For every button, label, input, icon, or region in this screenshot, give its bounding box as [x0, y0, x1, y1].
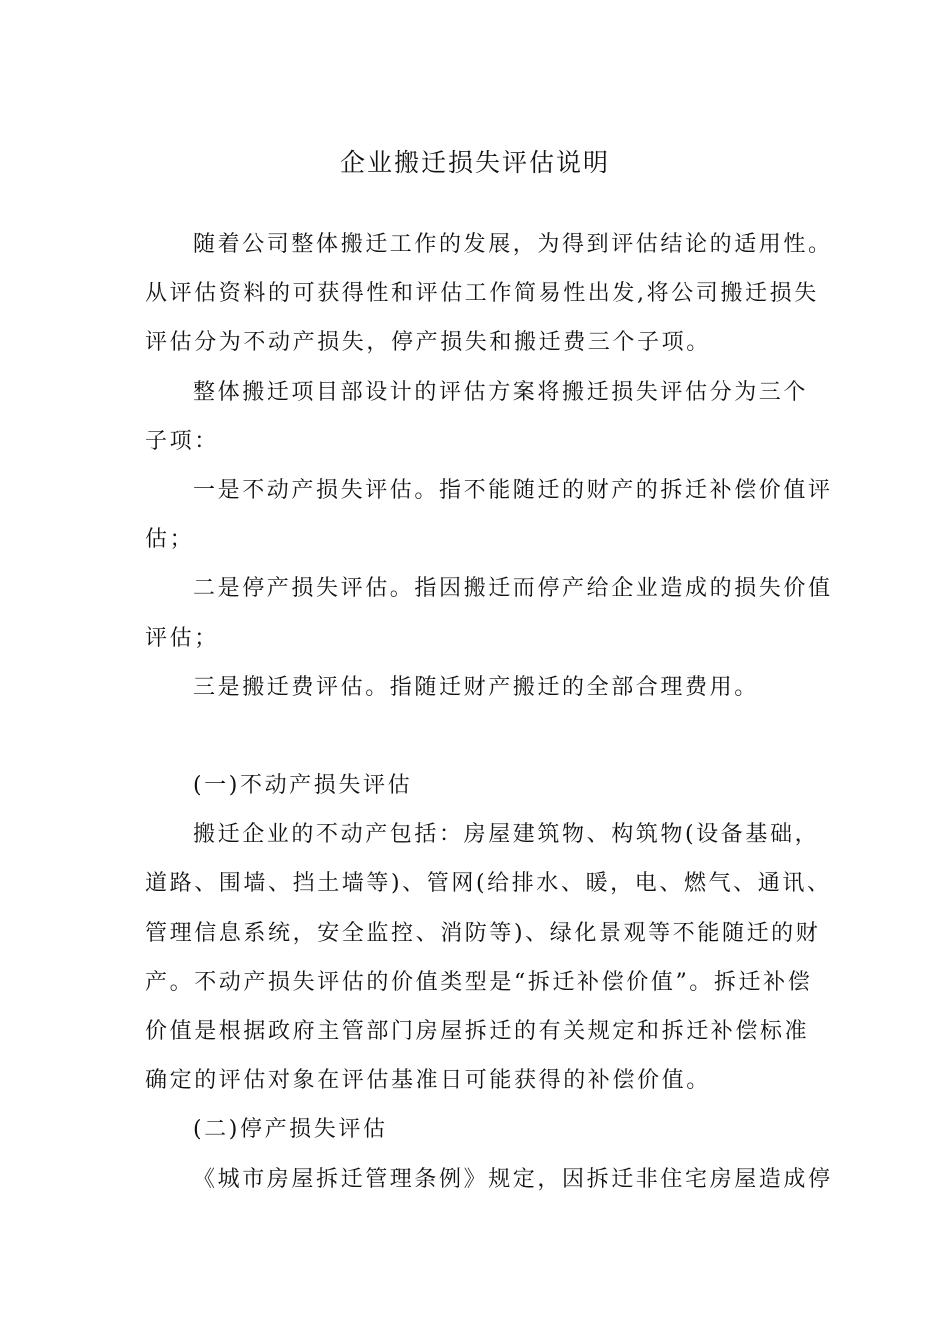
- paragraph-line: 搬迁企业的不动产包括：房屋建筑物、构筑物(设备基础，: [193, 822, 820, 848]
- paragraph-line: 管理信息系统，安全监控、消防等)、绿化景观等不能随迁的财: [145, 920, 821, 946]
- paragraph-item-one: [145, 466, 833, 564]
- paragraph-line: 随着公司整体搬迁工作的发展，为得到评估结论的适用性。: [193, 232, 833, 257]
- paragraph-line: 确定的评估对象在评估基准日可能获得的补偿价值。: [145, 1068, 711, 1094]
- section-heading-real-estate: (一)不动产损失评估: [193, 773, 413, 799]
- paragraph-gap: [145, 712, 810, 761]
- paragraph-line: 《城市房屋拆迁管理条例》规定，因拆迁非住宅房屋造成停: [193, 1166, 833, 1192]
- document-body: [145, 220, 833, 1204]
- section-heading-production-stop: (二)停产损失评估: [193, 1117, 388, 1143]
- paragraph-line: 道路、围墙、挡土墙等)、管网(给排水、暖，电、燃气、通讯、: [145, 871, 832, 897]
- paragraph-line: 子项：: [145, 428, 219, 454]
- paragraph-regulation: [145, 1155, 833, 1204]
- paragraph-line: 评估；: [145, 625, 219, 651]
- paragraph-plan: [145, 368, 810, 466]
- paragraph-line: 整体搬迁项目部设计的评估方案将搬迁损失评估分为三个: [193, 379, 809, 405]
- paragraph-item-three: [145, 663, 810, 712]
- paragraph-line: 一是不动产损失评估。指不能随迁的财产的拆迁补偿价值评: [193, 478, 833, 504]
- paragraph-line: 价值是根据政府主管部门房屋拆迁的有关规定和拆迁补偿标准: [145, 1019, 810, 1045]
- document-title: 企业搬迁损失评估说明: [339, 148, 610, 177]
- paragraph-item-two: [145, 564, 833, 662]
- paragraph-intro: [145, 220, 833, 368]
- paragraph-line: 评估分为不动产损失，停产损失和搬迁费三个子项。: [145, 330, 711, 356]
- paragraph-line: 三是搬迁费评估。指随迁财产搬迁的全部合理费用。: [193, 674, 759, 700]
- paragraph-line: 二是停产损失评估。指因搬迁而停产给企业造成的损失价值: [193, 576, 833, 602]
- paragraph-real-estate: [145, 810, 832, 1105]
- paragraph-line: 从评估资料的可获得性和评估工作简易性出发,将公司搬迁损失: [145, 281, 819, 307]
- paragraph-line: 估；: [145, 527, 195, 553]
- paragraph-line: 产。不动产损失评估的价值类型是“拆迁补偿价值”。拆迁补偿: [145, 969, 813, 995]
